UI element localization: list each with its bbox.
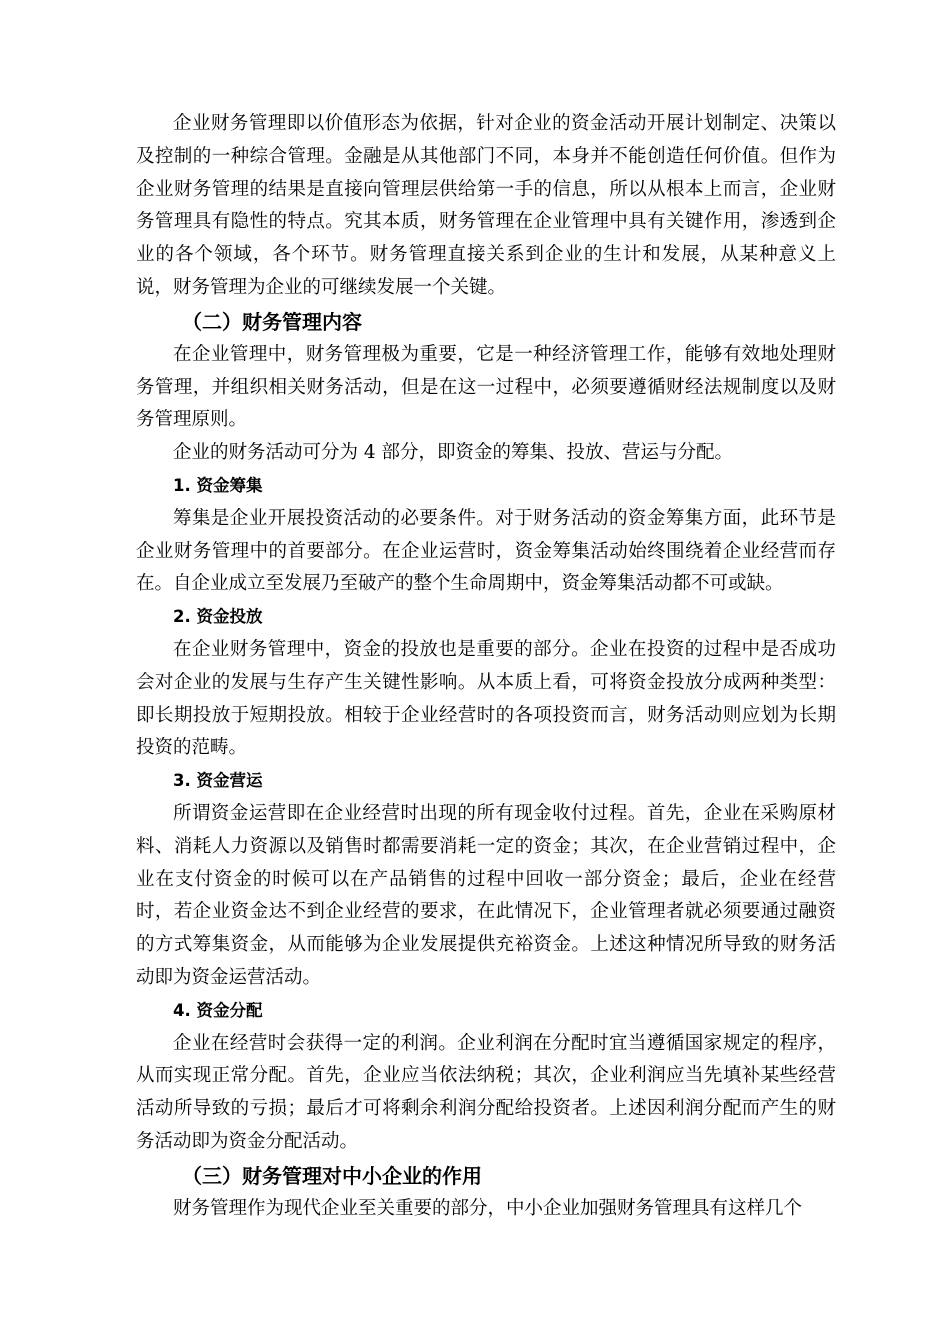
section-paragraph: 企业的财务活动可分为 4 部分，即资金的筹集、投放、营运与分配。 (173, 442, 734, 464)
section-paragraph: 财务管理作为现代企业至关重要的部分，中小企业加强财务管理具有这样几个 (173, 1197, 803, 1219)
intro-paragraph: 企业财务管理即以价值形态为依据，针对企业的资金活动开展计划制定、决策以及控制的一种综合管理。金融是从其他部门不同，本身并不能创造任何价值。但作为企业财务管理的结果是直接向管理层供给第一手的信息，所以从根本上而言，企业财务管理具有隐性的特点。究其本质，财务管理在企业管理中具有关键作用，渗透到企业的各个领域，各个环节。财务管理直接关系到企业的生计和发展，从某种意义上说，财务管理为企业的可继续发展一个关键。 (136, 113, 836, 298)
subheading-fund-raising: 1. 资金筹集 (173, 475, 263, 495)
body-paragraph: 所谓资金运营即在企业经营时出现的所有现金收付过程。首先，企业在采购原材料、消耗人力资源以及销售时都需要消耗一定的资金；其次，在企业营销过程中，企业在支付资金的时候可以在产品销售的过程中回收一部分资金；最后，企业在经营时，若企业资金达不到企业经营的要求，在此情况下，企业管理者就必须要通过融资的方式筹集资金，从而能够为企业发展提供充裕资金。上述这种情况所导致的财务活动即为资金运营活动。 (136, 802, 836, 988)
section-heading-role: （三）财务管理对中小企业的作用 (182, 1163, 482, 1188)
subheading-fund-investment: 2. 资金投放 (173, 607, 263, 627)
document-page (136, 108, 836, 1226)
section-paragraph: 在企业管理中，财务管理极为重要，它是一种经济管理工作，能够有效地处理财务管理，并组织相关财务活动，但是在这一过程中，必须要遵循财经法规制度以及财务管理原则。 (136, 343, 836, 431)
body-paragraph: 在企业财务管理中，资金的投放也是重要的部分。企业在投资的过程中是否成功会对企业的发展与生存产生关键性影响。从本质上看，可将资金投放分成两种类型：即长期投放于短期投放。相较于企业经营时的各项投资而言，财务活动则应划为长期投资的范畴。 (136, 638, 836, 759)
body-paragraph: 企业在经营时会获得一定的利润。企业利润在分配时宜当遵循国家规定的程序，从而实现正常分配。首先，企业应当依法纳税；其次，企业利润应当先填补某些经营活动所导致的亏损；最后才可将剩余利润分配给投资者。上述因利润分配而产生的财务活动即为资金分配活动。 (136, 1032, 836, 1152)
section-heading-content: （二）财务管理内容 (182, 309, 362, 334)
subheading-fund-distribution: 4. 资金分配 (173, 1000, 263, 1020)
subheading-fund-operation: 3. 资金营运 (173, 771, 263, 791)
body-paragraph: 筹集是企业开展投资活动的必要条件。对于财务活动的资金筹集方面，此环节是企业财务管理中的首要部分。在企业运营时，资金筹集活动始终围绕着企业经营而存在。自企业成立至发展乃至破产的整个生命周期中，资金筹集活动都不可或缺。 (136, 507, 836, 595)
